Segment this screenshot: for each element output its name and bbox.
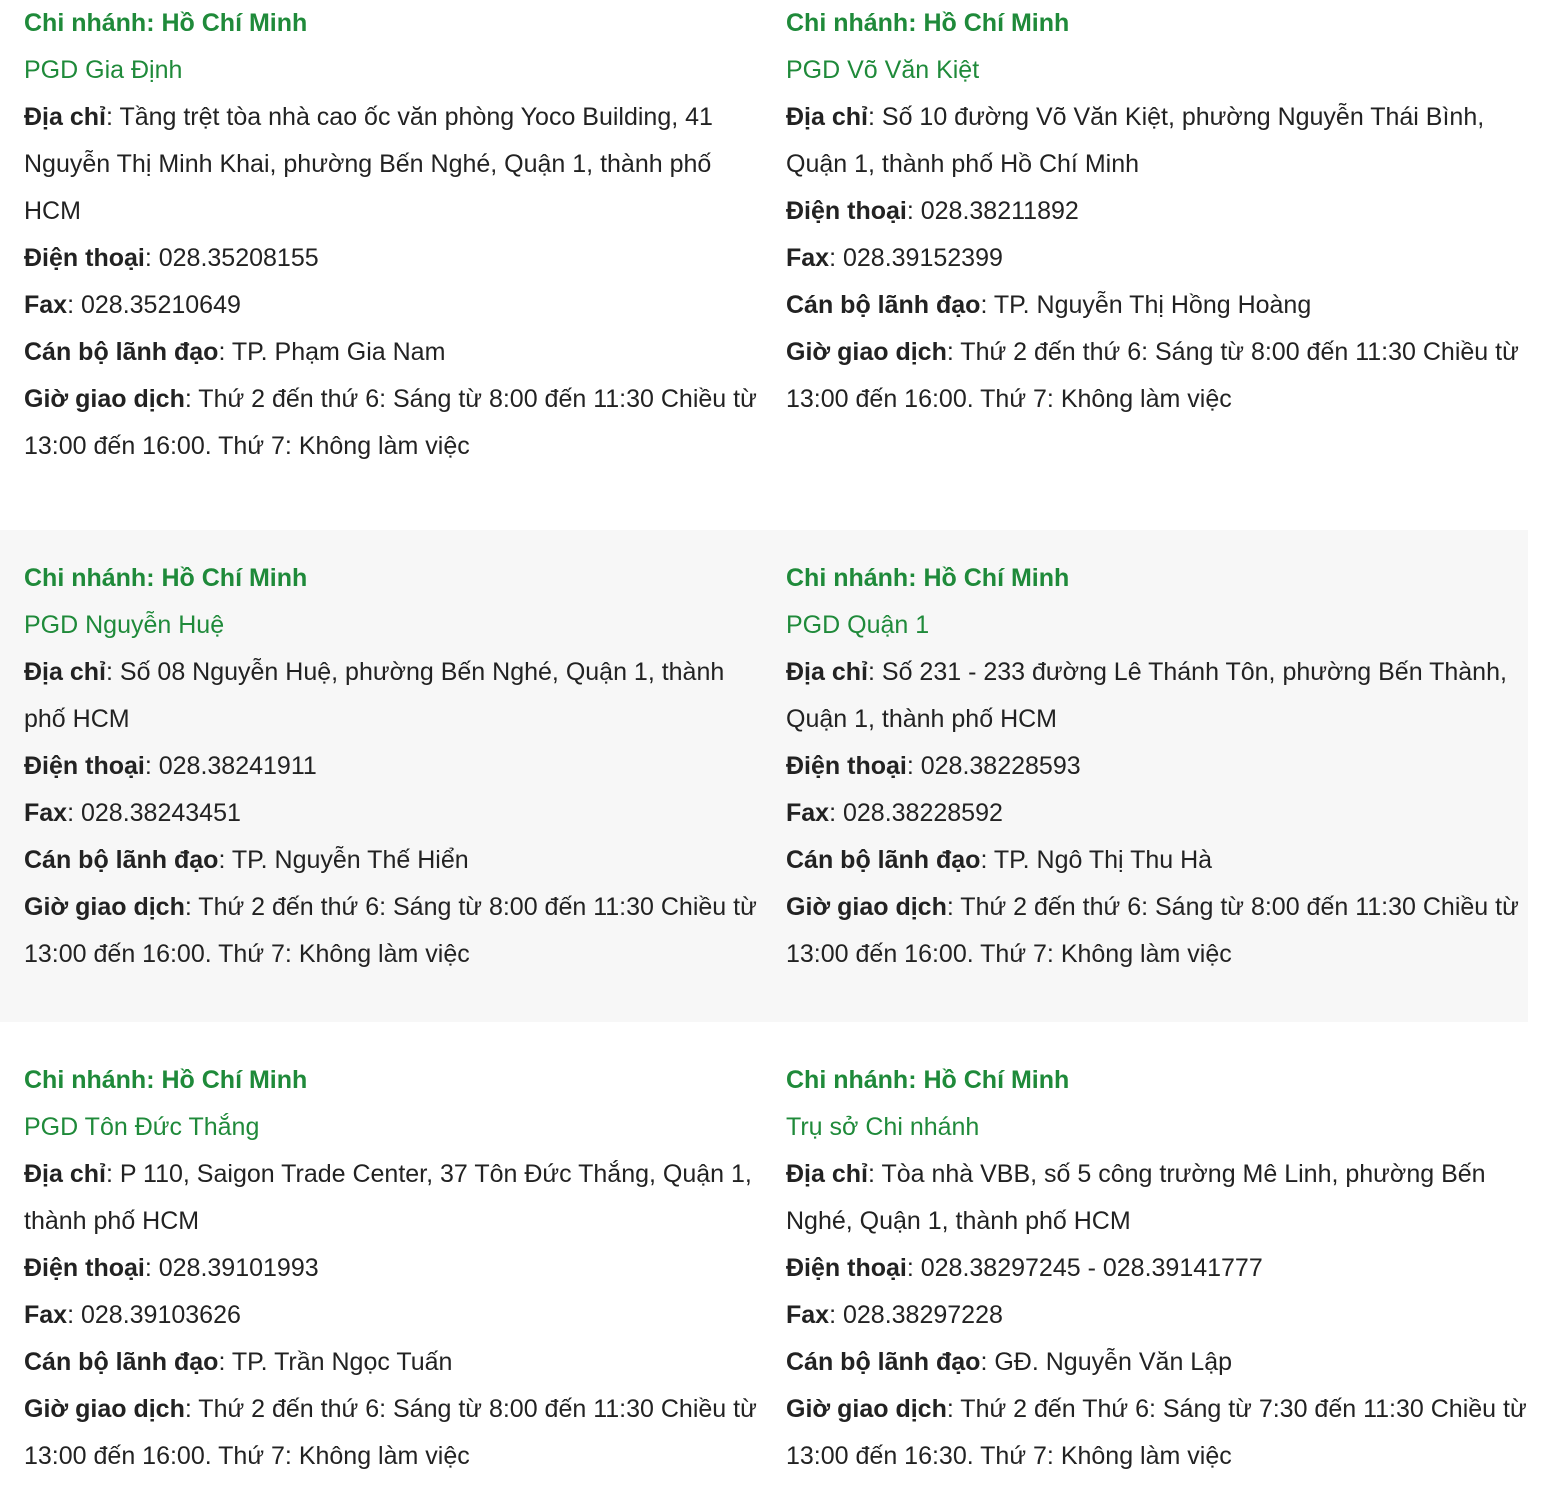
office-row-3 [0,1022,1528,1486]
phone-value: 028.38211892 [920,197,1079,225]
fax-value: 028.38228592 [843,799,1003,827]
office-name: PGD Quận 1 [786,611,930,639]
hours-value: Thứ 2 đến thứ 6: Sáng từ 8:00 đến 11:30 Chiều từ 13:00 đến 16:00. Thứ 7: Không làm việc [786,338,1519,413]
label-separator: : [906,1254,921,1282]
hours-value: Thứ 2 đến thứ 6: Sáng từ 8:00 đến 11:30 Chiều từ 13:00 đến 16:00. Thứ 7: Không làm việc [24,893,757,968]
hours-line [786,1386,1528,1480]
phone-value: 028.38228593 [920,752,1081,780]
address-label: Địa chỉ [24,1160,106,1188]
office-row-2 [0,530,1528,1022]
hours-line [786,329,1528,423]
label-separator: : [67,1301,81,1329]
phone-line [786,188,1528,235]
office-name: PGD Võ Văn Kiệt [786,56,980,84]
branch-title: Chi nhánh: Hồ Chí Minh [786,1066,1070,1094]
office-card-ton-duc-thang [24,1057,766,1480]
hours-label: Giờ giao dịch [786,1395,947,1423]
address-value: Số 10 đường Võ Văn Kiệt, phường Nguyễn Thái Bình, Quận 1, thành phố Hồ Chí Minh [786,103,1485,178]
address-line [24,1151,766,1245]
leader-line [24,837,766,884]
label-separator: : [184,385,199,413]
hours-line [786,884,1528,978]
label-separator: : [218,846,232,874]
leader-line [786,282,1528,329]
phone-label: Điện thoại [24,752,145,780]
hours-label: Giờ giao dịch [24,893,185,921]
hours-label: Giờ giao dịch [786,893,947,921]
hours-label: Giờ giao dịch [786,338,947,366]
fax-value: 028.38297228 [843,1301,1003,1329]
leader-label: Cán bộ lãnh đạo [24,1348,219,1376]
address-value: Số 08 Nguyễn Huệ, phường Bến Nghé, Quận 1, thành phố HCM [24,658,725,733]
fax-line [786,790,1528,837]
hours-line [24,1386,766,1480]
label-separator: : [829,1301,843,1329]
label-separator: : [867,103,882,131]
address-label: Địa chỉ [24,658,106,686]
phone-label: Điện thoại [786,197,907,225]
address-value: Số 231 - 233 đường Lê Thánh Tôn, phường Bến Thành, Quận 1, thành phố HCM [786,658,1507,733]
phone-line [24,743,766,790]
phone-value: 028.38241911 [158,752,317,780]
label-separator: : [829,799,843,827]
leader-line [786,1339,1528,1386]
office-card-vo-van-kiet [786,0,1528,423]
address-label: Địa chỉ [24,103,106,131]
hours-value: Thứ 2 đến thứ 6: Sáng từ 8:00 đến 11:30 Chiều từ 13:00 đến 16:00. Thứ 7: Không làm việc [24,385,757,460]
address-line [786,1151,1528,1245]
leader-label: Cán bộ lãnh đạo [24,846,219,874]
label-separator: : [980,1348,995,1376]
office-card-gia-dinh [24,0,766,470]
label-separator: : [144,244,159,272]
hours-value: Thứ 2 đến thứ 6: Sáng từ 8:00 đến 11:30 Chiều từ 13:00 đến 16:00. Thứ 7: Không làm việc [786,893,1519,968]
leader-line [786,837,1528,884]
office-name: Trụ sở Chi nhánh [786,1113,980,1141]
address-line [786,94,1528,188]
branch-title: Chi nhánh: Hồ Chí Minh [786,564,1070,592]
fax-label: Fax [786,1301,830,1329]
address-line [24,94,766,235]
address-label: Địa chỉ [786,103,868,131]
fax-label: Fax [24,1301,68,1329]
hours-value: Thứ 2 đến Thứ 6: Sáng từ 7:30 đến 11:30 Chiều từ 13:00 đến 16:30. Thứ 7: Không làm việc [786,1395,1527,1470]
hours-line [24,884,766,978]
phone-value: 028.39101993 [158,1254,319,1282]
address-line [786,649,1528,743]
label-separator: : [946,893,961,921]
phone-label: Điện thoại [24,244,145,272]
hours-label: Giờ giao dịch [24,385,185,413]
leader-value: TP. Nguyễn Thế Hiển [231,846,469,874]
address-value: P 110, Saigon Trade Center, 37 Tôn Đức Thắng, Quận 1, thành phố HCM [24,1160,752,1235]
label-separator: : [67,291,81,319]
fax-line [786,1292,1528,1339]
phone-line [786,1245,1528,1292]
label-separator: : [218,338,232,366]
leader-value: TP. Trần Ngọc Tuấn [231,1348,453,1376]
phone-label: Điện thoại [24,1254,145,1282]
label-separator: : [184,1395,199,1423]
leader-value: TP. Ngô Thị Thu Hà [993,846,1213,874]
phone-line [24,1245,766,1292]
label-separator: : [105,658,120,686]
fax-label: Fax [786,799,830,827]
hours-value: Thứ 2 đến thứ 6: Sáng từ 8:00 đến 11:30 Chiều từ 13:00 đến 16:00. Thứ 7: Không làm việc [24,1395,757,1470]
label-separator: : [906,752,921,780]
label-separator: : [105,1160,120,1188]
branch-title: Chi nhánh: Hồ Chí Minh [786,9,1070,37]
phone-line [24,235,766,282]
label-separator: : [67,799,81,827]
label-separator: : [144,752,159,780]
office-name: PGD Tôn Đức Thắng [24,1113,260,1141]
fax-label: Fax [24,799,68,827]
label-separator: : [867,1160,882,1188]
office-row-1 [0,0,1528,504]
phone-value: 028.38297245 - 028.39141777 [920,1254,1263,1282]
phone-value: 028.35208155 [158,244,319,272]
office-name: PGD Nguyễn Huệ [24,611,225,639]
branch-title: Chi nhánh: Hồ Chí Minh [24,9,308,37]
label-separator: : [105,103,120,131]
leader-label: Cán bộ lãnh đạo [786,291,981,319]
label-separator: : [218,1348,232,1376]
label-separator: : [946,1395,961,1423]
phone-line [786,743,1528,790]
leader-value: GĐ. Nguyễn Văn Lập [994,1348,1233,1376]
fax-line [24,282,766,329]
hours-label: Giờ giao dịch [24,1395,185,1423]
leader-line [24,329,766,376]
fax-value: 028.35210649 [81,291,241,319]
label-separator: : [144,1254,159,1282]
label-separator: : [946,338,961,366]
leader-value: TP. Nguyễn Thị Hồng Hoàng [993,291,1312,319]
branch-title: Chi nhánh: Hồ Chí Minh [24,564,308,592]
fax-value: 028.39152399 [843,244,1003,272]
label-separator: : [184,893,199,921]
leader-label: Cán bộ lãnh đạo [786,846,981,874]
address-label: Địa chỉ [786,1160,868,1188]
address-value: Tầng trệt tòa nhà cao ốc văn phòng Yoco Building, 41 Nguyễn Thị Minh Khai, phường Bến Nghé, Quận 1, thành phố HCM [24,103,713,225]
phone-label: Điện thoại [786,1254,907,1282]
fax-value: 028.39103626 [81,1301,241,1329]
office-card-tru-so-chi-nhanh [786,1057,1528,1480]
label-separator: : [906,197,921,225]
address-value: Tòa nhà VBB, số 5 công trường Mê Linh, phường Bến Nghé, Quận 1, thành phố HCM [786,1160,1486,1235]
hours-line [24,376,766,470]
label-separator: : [829,244,843,272]
address-label: Địa chỉ [786,658,868,686]
leader-line [24,1339,766,1386]
office-card-nguyen-hue [24,555,766,978]
leader-label: Cán bộ lãnh đạo [24,338,219,366]
leader-value: TP. Phạm Gia Nam [231,338,446,366]
fax-line [24,1292,766,1339]
branch-title: Chi nhánh: Hồ Chí Minh [24,1066,308,1094]
phone-label: Điện thoại [786,752,907,780]
fax-value: 028.38243451 [81,799,241,827]
label-separator: : [867,658,882,686]
office-card-quan-1 [786,555,1528,978]
address-line [24,649,766,743]
fax-line [786,235,1528,282]
office-name: PGD Gia Định [24,56,183,84]
leader-label: Cán bộ lãnh đạo [786,1348,981,1376]
label-separator: : [980,846,994,874]
fax-label: Fax [24,291,68,319]
label-separator: : [980,291,994,319]
fax-line [24,790,766,837]
fax-label: Fax [786,244,830,272]
